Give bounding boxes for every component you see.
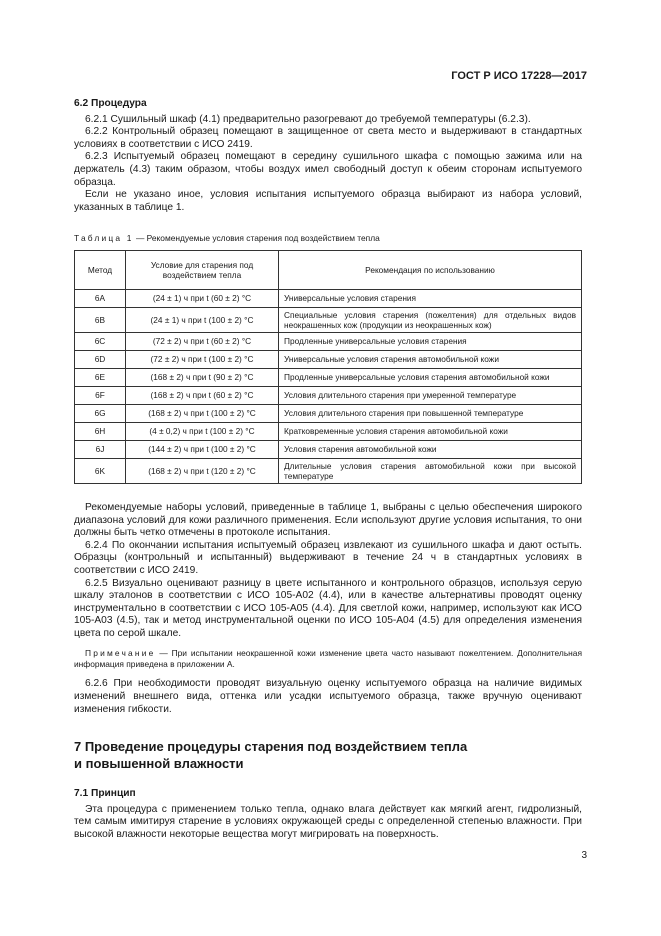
header-condition: Условие для старения под воздействием тепла [126, 250, 279, 289]
cell-condition: (168 ± 2) ч при t (120 ± 2) °C [126, 458, 279, 483]
note-text: — При испытании неокрашенной кожи изменение цвета часто называют пожелтением. Дополнительная информация приведена в приложении А. [74, 648, 582, 670]
cell-recommendation: Кратковременные условия старения автомобильной кожи [279, 422, 582, 440]
section-6-2-heading: 6.2 Процедура [74, 98, 147, 109]
cell-condition: (168 ± 2) ч при t (100 ± 2) °C [126, 404, 279, 422]
section-7-heading-line2: и повышенной влажности [74, 756, 244, 772]
cell-method: 6J [75, 440, 126, 458]
cell-recommendation: Продленные универсальные условия старения [279, 332, 582, 350]
cell-condition: (72 ± 2) ч при t (60 ± 2) °C [126, 332, 279, 350]
cell-method: 6K [75, 458, 126, 483]
paragraph-6-2-3: 6.2.3 Испытуемый образец помещают в середину сушильного шкафа с помощью зажима или на держатель (4.3) таким образом, чтобы воздух имел свободный доступ к обеим сторонам испытуемого образца. [74, 151, 582, 188]
cell-condition: (24 ± 1) ч при t (100 ± 2) °C [126, 307, 279, 332]
cell-condition: (168 ± 2) ч при t (60 ± 2) °C [126, 386, 279, 404]
aging-conditions-table [74, 250, 582, 484]
section-7-heading [74, 738, 582, 772]
section-7-1-heading: 7.1 Принцип [74, 788, 136, 800]
cell-recommendation: Специальные условия старения (пожелтения) для отдельных видов неокрашенных кож (продукции из неокрашенных кож) [279, 307, 582, 332]
cell-method: 6B [75, 307, 126, 332]
paragraph-6-2-6: 6.2.6 При необходимости проводят визуальную оценку испытуемого образца на наличие видимых изменений внешнего вида, оттенка или усадки испытуемого образца, также вручную оценивают изменения гибкости. [74, 678, 582, 715]
cell-method: 6G [75, 404, 126, 422]
cell-recommendation: Условия длительного старения при повышенной температуре [279, 404, 582, 422]
cell-condition: (168 ± 2) ч при t (90 ± 2) °C [126, 368, 279, 386]
table-row [75, 307, 582, 332]
document-header: ГОСТ Р ИСО 17228—2017 [451, 70, 587, 82]
table-row [75, 404, 582, 422]
cell-recommendation: Условия старения автомобильной кожи [279, 440, 582, 458]
page-number: 3 [581, 850, 587, 861]
table-row [75, 386, 582, 404]
cell-method: 6A [75, 289, 126, 307]
paragraph-6-2-1: 6.2.1 Сушильный шкаф (4.1) предварительно разогревают до требуемой температуры (6.2.3). [85, 113, 531, 125]
table-caption [74, 232, 582, 245]
section-7-heading-line1: 7 Проведение процедуры старения под воздействием тепла [74, 739, 468, 755]
cell-recommendation: Длительные условия старения автомобильной кожи при высокой температуре [279, 458, 582, 483]
table-row [75, 368, 582, 386]
paragraph-recommended-sets: Рекомендуемые наборы условий, приведенные в таблице 1, выбраны с целью обеспечения широкого диапазона условий для кожи различного применения. Если используют другие условия испытания, то они должны быть четко отмечены в протоколе испытания. [74, 501, 582, 539]
paragraph-conditions: Если не указано иное, условия испытания испытуемого образца выбирают из набора условий, указанных в таблице 1. [74, 189, 582, 213]
cell-method: 6F [75, 386, 126, 404]
table-caption-text: — Рекомендуемые условия старения под воздействием тепла [133, 233, 380, 244]
table-row [75, 289, 582, 307]
cell-condition: (72 ± 2) ч при t (100 ± 2) °C [126, 350, 279, 368]
table-row [75, 458, 582, 483]
note-label: Примечание [85, 648, 156, 659]
paragraph-6-2-4: 6.2.4 По окончании испытания испытуемый образец извлекают из сушильного шкафа и дают остыть. Образцы (контрольный и испытанный) выдерживают в течение 24 ч в стандартных условиях в соответствии с ИСО 2419. [74, 539, 582, 576]
page-content [74, 98, 582, 842]
cell-recommendation: Универсальные условия старения автомобильной кожи [279, 350, 582, 368]
table-row [75, 350, 582, 368]
cell-method: 6H [75, 422, 126, 440]
cell-method: 6D [75, 350, 126, 368]
cell-condition: (144 ± 2) ч при t (100 ± 2) °C [126, 440, 279, 458]
paragraph-7-1: Эта процедура с применением только тепла, однако влага действует как мягкий агент, гидролизный, тем самым имитируя старение в условиях окружающей среды с определенной степенью влажности. При высокой влажности некоторые вещества могут мигрировать на поверхность. [74, 803, 582, 841]
cell-method: 6C [75, 332, 126, 350]
table-header-row [75, 250, 582, 289]
cell-condition: (4 ± 0,2) ч при t (100 ± 2) °C [126, 422, 279, 440]
cell-recommendation: Продленные универсальные условия старения автомобильной кожи [279, 368, 582, 386]
cell-recommendation: Условия длительного старения при умеренной температуре [279, 386, 582, 404]
header-recommendation: Рекомендация по использованию [279, 250, 582, 289]
cell-method: 6E [75, 368, 126, 386]
header-method: Метод [75, 250, 126, 289]
table-row [75, 422, 582, 440]
cell-condition: (24 ± 1) ч при t (60 ± 2) °C [126, 289, 279, 307]
paragraph-6-2-5: 6.2.5 Визуально оценивают разницу в цвете испытанного и контрольного образцов, используя серую шкалу эталонов в соответствии с ИСО 105-А02 (4.4), или в качестве альтернативы проводят оценку инструментально в соответствии с ИСО 105-А05 (4.4). Для светлой кожи, например, используют как ИСО 105-А03 (4.5), так и метод инструментальной оценки по ИСО 105-А04 (4.5) для определения изменения цвета по серой шкале. [74, 577, 582, 639]
table-caption-label: Таблица 1 [74, 233, 134, 244]
table-row [75, 440, 582, 458]
note [74, 648, 582, 670]
paragraph-6-2-2: 6.2.2 Контрольный образец помещают в защищенное от света место и выдерживают в стандартных условиях в соответствии с ИСО 2419. [74, 126, 582, 150]
table-row [75, 332, 582, 350]
cell-recommendation: Универсальные условия старения [279, 289, 582, 307]
